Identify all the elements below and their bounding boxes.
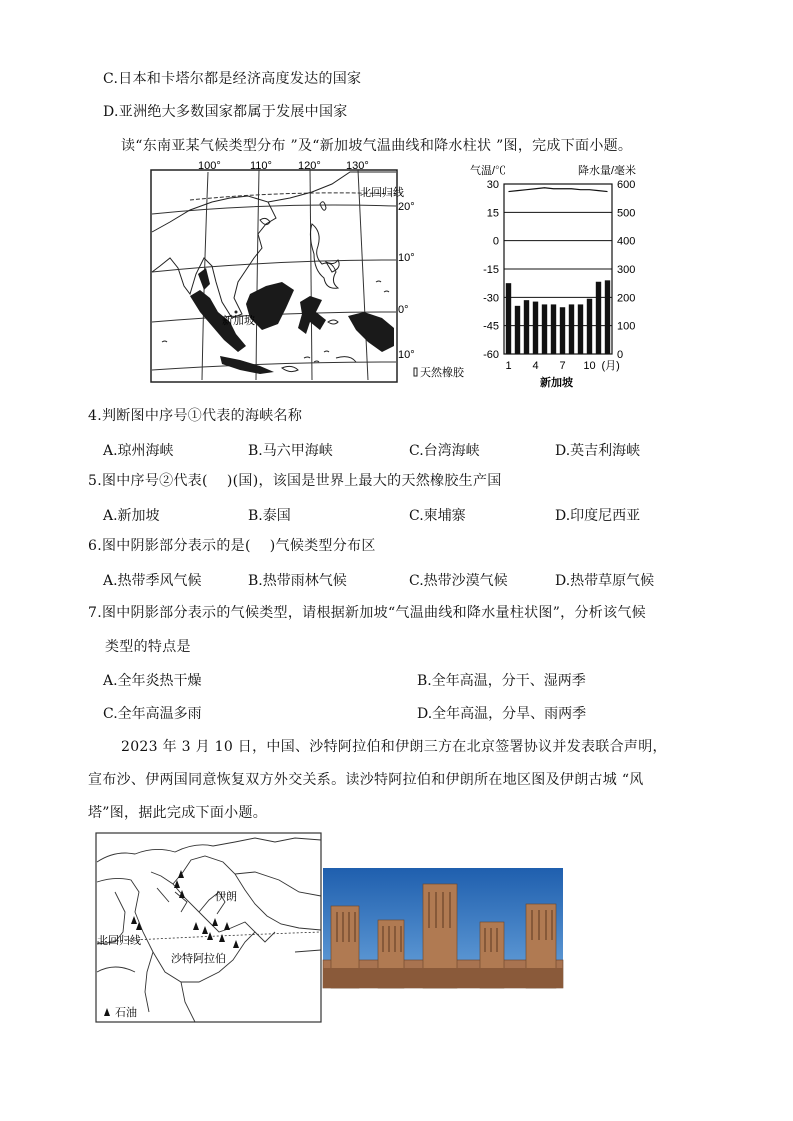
precipitation-bar: [605, 280, 610, 354]
left-tick-label: -60: [483, 349, 499, 361]
question-5-stem: 5.图中序号②代表( )(国)，该国是世界上最大的天然橡胶生产国: [88, 473, 502, 489]
lon-label-110: 110°: [250, 160, 272, 172]
x-tick-label: 1: [505, 360, 512, 372]
right-tick-label: 400: [617, 235, 636, 248]
q5-option-c[interactable]: C.柬埔寨: [409, 508, 466, 524]
q4-option-b[interactable]: B.马六甲海峡: [248, 443, 333, 459]
right-tick-label: 100: [617, 320, 636, 333]
southeast-asia-map: [150, 160, 464, 387]
precipitation-bar: [560, 307, 565, 354]
lat-label-10n: 10°: [398, 252, 415, 264]
singapore-climate-chart: [470, 158, 640, 390]
chart-ylabel-left: 气温/℃: [470, 165, 507, 177]
precipitation-bar: [506, 283, 511, 354]
precipitation-bar: [569, 304, 574, 354]
chart-xlabel: 新加坡: [540, 377, 573, 389]
saudi-label: 沙特阿拉伯: [171, 953, 226, 965]
q7-option-b[interactable]: B.全年高温，分干、湿两季: [417, 673, 586, 689]
precipitation-bar: [551, 304, 556, 354]
singapore-label: 新加坡: [222, 315, 255, 327]
lon-label-100: 100°: [198, 160, 221, 172]
q5-option-b[interactable]: B.泰国: [248, 508, 291, 524]
x-tick-label: 4: [532, 360, 539, 372]
right-tick-label: 500: [617, 207, 636, 220]
q7-option-d[interactable]: D.全年高温，分旱、雨两季: [417, 706, 587, 722]
question-7-stem-cont: 类型的特点是: [105, 639, 191, 655]
q6-option-b[interactable]: B.热带雨林气候: [248, 573, 347, 589]
precipitation-bar: [515, 306, 520, 354]
precipitation-bar: [524, 300, 529, 354]
question-6-stem: 6.图中阴影部分表示的是( )气候类型分布区: [88, 538, 376, 554]
right-tick-label: 300: [617, 264, 636, 276]
right-tick-label: 200: [617, 292, 636, 305]
q5-option-d[interactable]: D.印度尼西亚: [555, 508, 641, 524]
q5-option-a[interactable]: A.新加坡: [103, 508, 160, 524]
intro-middle-east-1: 2023 年 3 月 10 日，中国、沙特阿拉伯和伊朗三方在北京签署协议并发表联合声明，: [121, 739, 667, 755]
q7-option-c[interactable]: C.全年高温多雨: [103, 706, 202, 722]
precipitation-bar: [596, 282, 601, 354]
q4-option-c[interactable]: C.台湾海峡: [409, 443, 480, 459]
iran-label: 伊朗: [215, 891, 237, 903]
question-7-stem: 7.图中阴影部分表示的气候类型，请根据新加坡“气温曲线和降水量柱状图”，分析该气候: [88, 605, 646, 621]
precipitation-bar: [542, 304, 547, 354]
left-tick-label: 0: [492, 235, 499, 248]
precipitation-bar: [578, 304, 583, 354]
right-tick-label: 600: [617, 179, 636, 191]
left-tick-label: -30: [483, 292, 499, 305]
intro-middle-east-3: 塔”图，据此完成下面小题。: [88, 805, 268, 821]
precipitation-bar: [587, 299, 592, 354]
q4-option-a[interactable]: A.琼州海峡: [103, 443, 174, 459]
precipitation-bar: [533, 302, 538, 354]
middle-east-map: [95, 832, 323, 1024]
prev-option-d: D.亚洲绝大多数国家都属于发展中国家: [103, 104, 348, 120]
q6-option-d[interactable]: D.热带草原气候: [555, 573, 655, 589]
prev-option-c: C.日本和卡塔尔都是经济高度发达的国家: [103, 71, 362, 87]
right-tick-label: 0: [617, 349, 624, 361]
chart-ylabel-right: 降水量/毫米: [578, 165, 637, 177]
lon-label-130: 130°: [346, 160, 369, 172]
left-tick-label: 30: [486, 179, 499, 191]
question-4-stem: 4.判断图中序号①代表的海峡名称: [88, 408, 303, 424]
intro-southeast-asia: 读“东南亚某气候类型分布 ”及“新加坡气温曲线和降水柱状 ”图，完成下面小题。: [121, 138, 633, 154]
x-tick-label: 7: [559, 360, 566, 372]
wind-tower-photo: [323, 868, 563, 988]
q6-option-c[interactable]: C.热带沙漠气候: [409, 573, 508, 589]
rubber-legend: 天然橡胶: [420, 367, 464, 379]
left-tick-label: -15: [483, 264, 499, 276]
left-tick-label: -45: [483, 320, 499, 333]
x-tick-label: 10: [583, 360, 596, 372]
q4-option-d[interactable]: D.英吉利海峡: [555, 443, 641, 459]
x-unit-label: (月): [601, 360, 620, 372]
lon-label-120: 120°: [298, 160, 321, 172]
left-tick-label: 15: [486, 207, 499, 220]
rubber-legend-icon: [414, 368, 417, 376]
q7-option-a[interactable]: A.全年炎热干燥: [103, 673, 202, 689]
lat-label-0: 0°: [398, 304, 409, 316]
tropic-label-2: 北回归线: [97, 935, 141, 947]
lat-label-10s: 10°: [398, 349, 415, 361]
q6-option-a[interactable]: A.热带季风气候: [103, 573, 202, 589]
lat-label-20: 20°: [398, 201, 415, 213]
oil-legend: 石油: [115, 1007, 137, 1019]
intro-middle-east-2: 宣布沙、伊两国同意恢复双方外交关系。读沙特阿拉伯和伊朗所在地区图及伊朗古城 “风: [88, 772, 644, 788]
tropic-label: 北回归线: [360, 187, 404, 199]
